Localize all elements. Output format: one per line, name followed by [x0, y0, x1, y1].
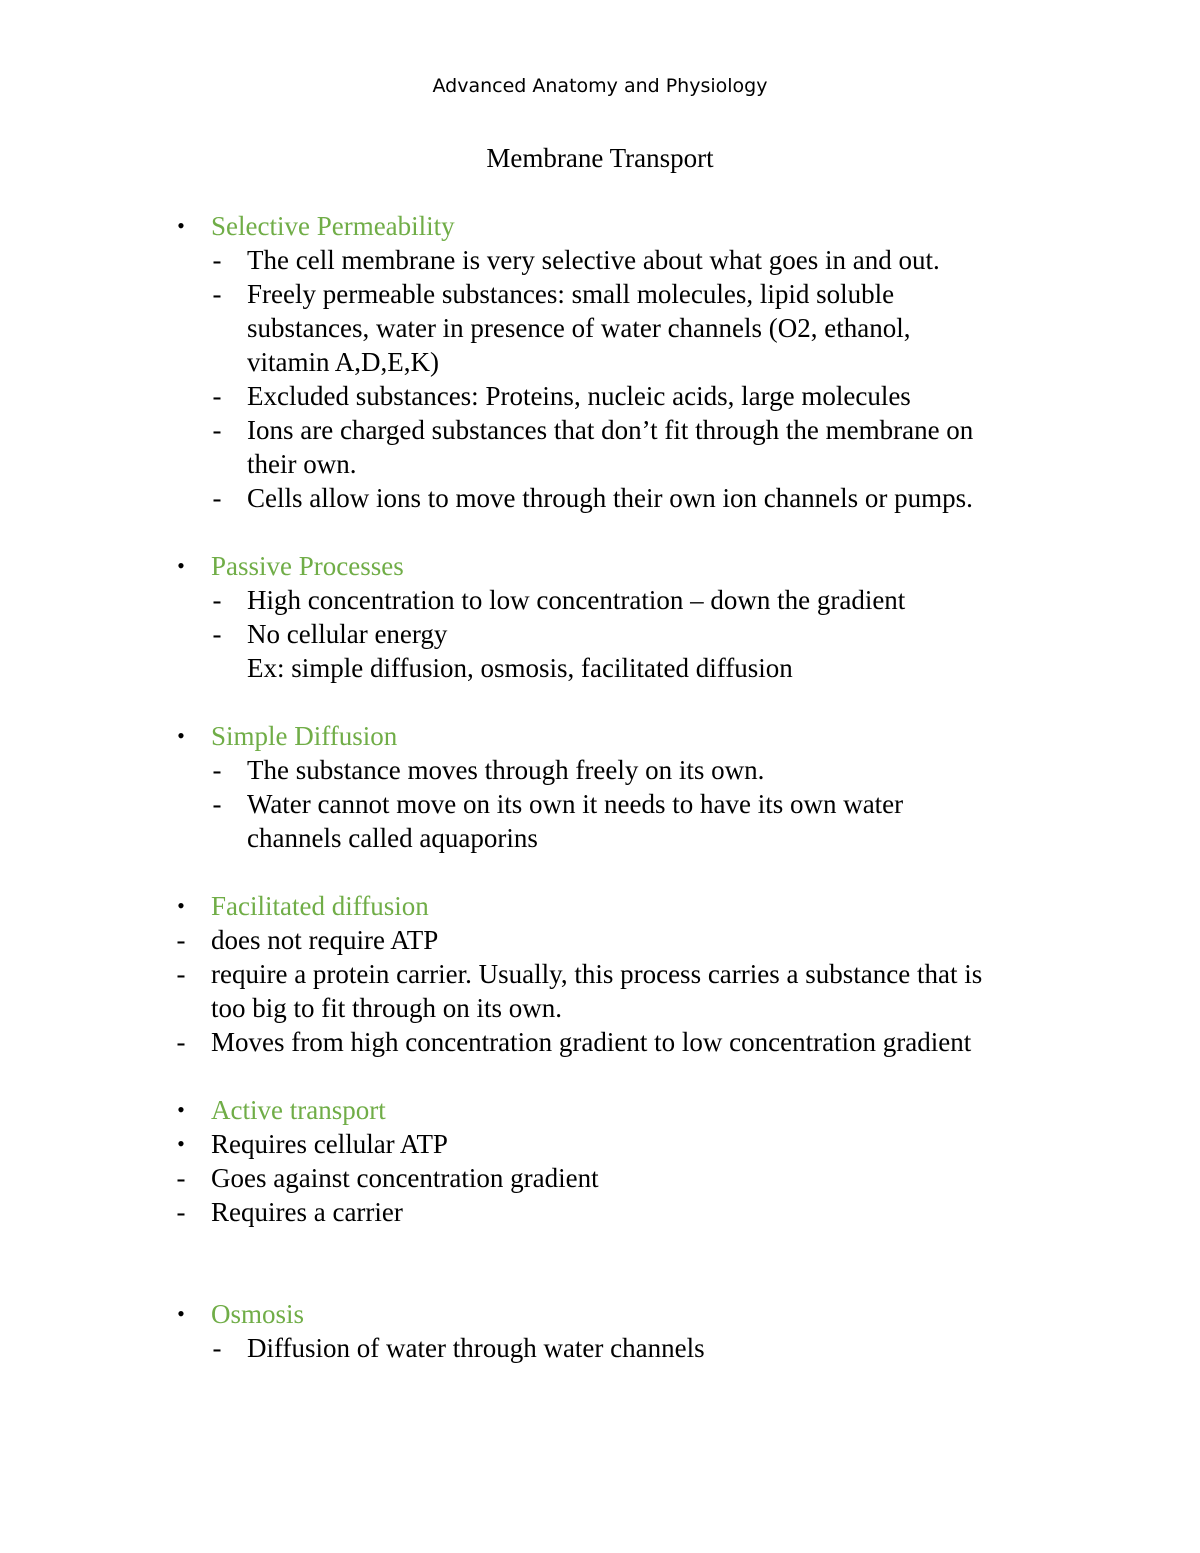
bullet-icon: •	[177, 723, 185, 748]
section-heading: Active transport	[211, 1095, 386, 1125]
bullet-item	[0, 1127, 1200, 1161]
bullet-icon: •	[177, 213, 185, 238]
spacer	[0, 1229, 1200, 1263]
list-item	[0, 617, 1200, 651]
list-item-text: Excluded substances: Proteins, nucleic acids, large molecules	[247, 381, 911, 411]
section-heading-row	[0, 1093, 1200, 1127]
list-item	[0, 1025, 1200, 1059]
list-item-text: require a protein carrier. Usually, this process carries a substance that is	[211, 959, 983, 989]
dash-icon: -	[212, 1333, 222, 1363]
list-item-text: Ex: simple diffusion, osmosis, facilitated diffusion	[247, 653, 793, 683]
section-heading: Passive Processes	[211, 551, 404, 581]
list-item	[0, 957, 1200, 991]
section-heading-row	[0, 209, 1200, 243]
document-body	[0, 209, 1200, 1365]
spacer	[0, 855, 1200, 889]
dash-icon: -	[176, 1163, 186, 1193]
list-item-text: Moves from high concentration gradient to low concentration gradient	[211, 1027, 972, 1057]
list-item-text: Cells allow ions to move through their own ion channels or pumps.	[247, 483, 973, 513]
dash-icon: -	[212, 585, 222, 615]
dash-icon: -	[212, 245, 222, 275]
list-item-text: Freely permeable substances: small molecules, lipid soluble	[247, 279, 895, 309]
list-item-text: substances, water in presence of water channels (O2, ethanol,	[247, 313, 911, 343]
list-item-text: Requires a carrier	[211, 1197, 403, 1227]
list-item-continuation	[0, 311, 1200, 345]
list-item-text: does not require ATP	[211, 925, 439, 955]
dash-icon: -	[176, 959, 186, 989]
dash-icon: -	[176, 1027, 186, 1057]
list-item-text: their own.	[247, 449, 357, 479]
bullet-icon: •	[177, 1301, 185, 1326]
bullet-icon: •	[177, 553, 185, 578]
spacer	[0, 1263, 1200, 1297]
bullet-icon: •	[177, 893, 185, 918]
list-item-text: No cellular energy	[247, 619, 448, 649]
list-item	[0, 753, 1200, 787]
list-item-text: Diffusion of water through water channels	[247, 1333, 705, 1363]
section-heading: Osmosis	[211, 1299, 305, 1329]
list-item	[0, 923, 1200, 957]
list-item-text: too big to fit through on its own.	[211, 993, 562, 1023]
dash-icon: -	[212, 279, 222, 309]
spacer	[0, 685, 1200, 719]
dash-icon: -	[212, 381, 222, 411]
dash-icon: -	[212, 415, 222, 445]
list-item-continuation	[0, 651, 1200, 685]
list-item	[0, 787, 1200, 821]
list-item-continuation	[0, 345, 1200, 379]
list-item	[0, 583, 1200, 617]
list-item-continuation	[0, 991, 1200, 1025]
list-item	[0, 413, 1200, 447]
list-item-text: vitamin A,D,E,K)	[247, 347, 439, 377]
spacer	[0, 515, 1200, 549]
list-item-text: High concentration to low concentration – down the gradient	[247, 585, 906, 615]
bullet-icon: •	[177, 1131, 185, 1156]
dash-icon: -	[212, 755, 222, 785]
bullet-item-text: Requires cellular ATP	[211, 1129, 448, 1159]
list-item-continuation	[0, 447, 1200, 481]
document-title: Membrane Transport	[486, 143, 714, 173]
list-item-text: Water cannot move on its own it needs to have its own water	[247, 789, 904, 819]
list-item-text: The substance moves through freely on its own.	[247, 755, 765, 785]
dash-icon: -	[212, 619, 222, 649]
section-heading-row	[0, 549, 1200, 583]
dash-icon: -	[176, 925, 186, 955]
dash-icon: -	[176, 1197, 186, 1227]
list-item-text: Ions are charged substances that don’t fit through the membrane on	[247, 415, 974, 445]
list-item-text: channels called aquaporins	[247, 823, 538, 853]
list-item-text: Goes against concentration gradient	[211, 1163, 599, 1193]
dash-icon: -	[212, 483, 222, 513]
spacer	[0, 1059, 1200, 1093]
dash-icon: -	[212, 789, 222, 819]
list-item	[0, 243, 1200, 277]
list-item-text: The cell membrane is very selective about what goes in and out.	[247, 245, 940, 275]
list-item	[0, 1195, 1200, 1229]
bullet-icon: •	[177, 1097, 185, 1122]
list-item	[0, 379, 1200, 413]
list-item	[0, 277, 1200, 311]
section-heading-row	[0, 1297, 1200, 1331]
section-heading: Simple Diffusion	[211, 721, 398, 751]
list-item	[0, 481, 1200, 515]
list-item-continuation	[0, 821, 1200, 855]
list-item	[0, 1331, 1200, 1365]
list-item	[0, 1161, 1200, 1195]
section-heading: Facilitated diffusion	[211, 891, 429, 921]
section-heading-row	[0, 889, 1200, 923]
document-header: Advanced Anatomy and Physiology	[432, 75, 768, 97]
section-heading-row	[0, 719, 1200, 753]
section-heading: Selective Permeability	[211, 211, 455, 241]
